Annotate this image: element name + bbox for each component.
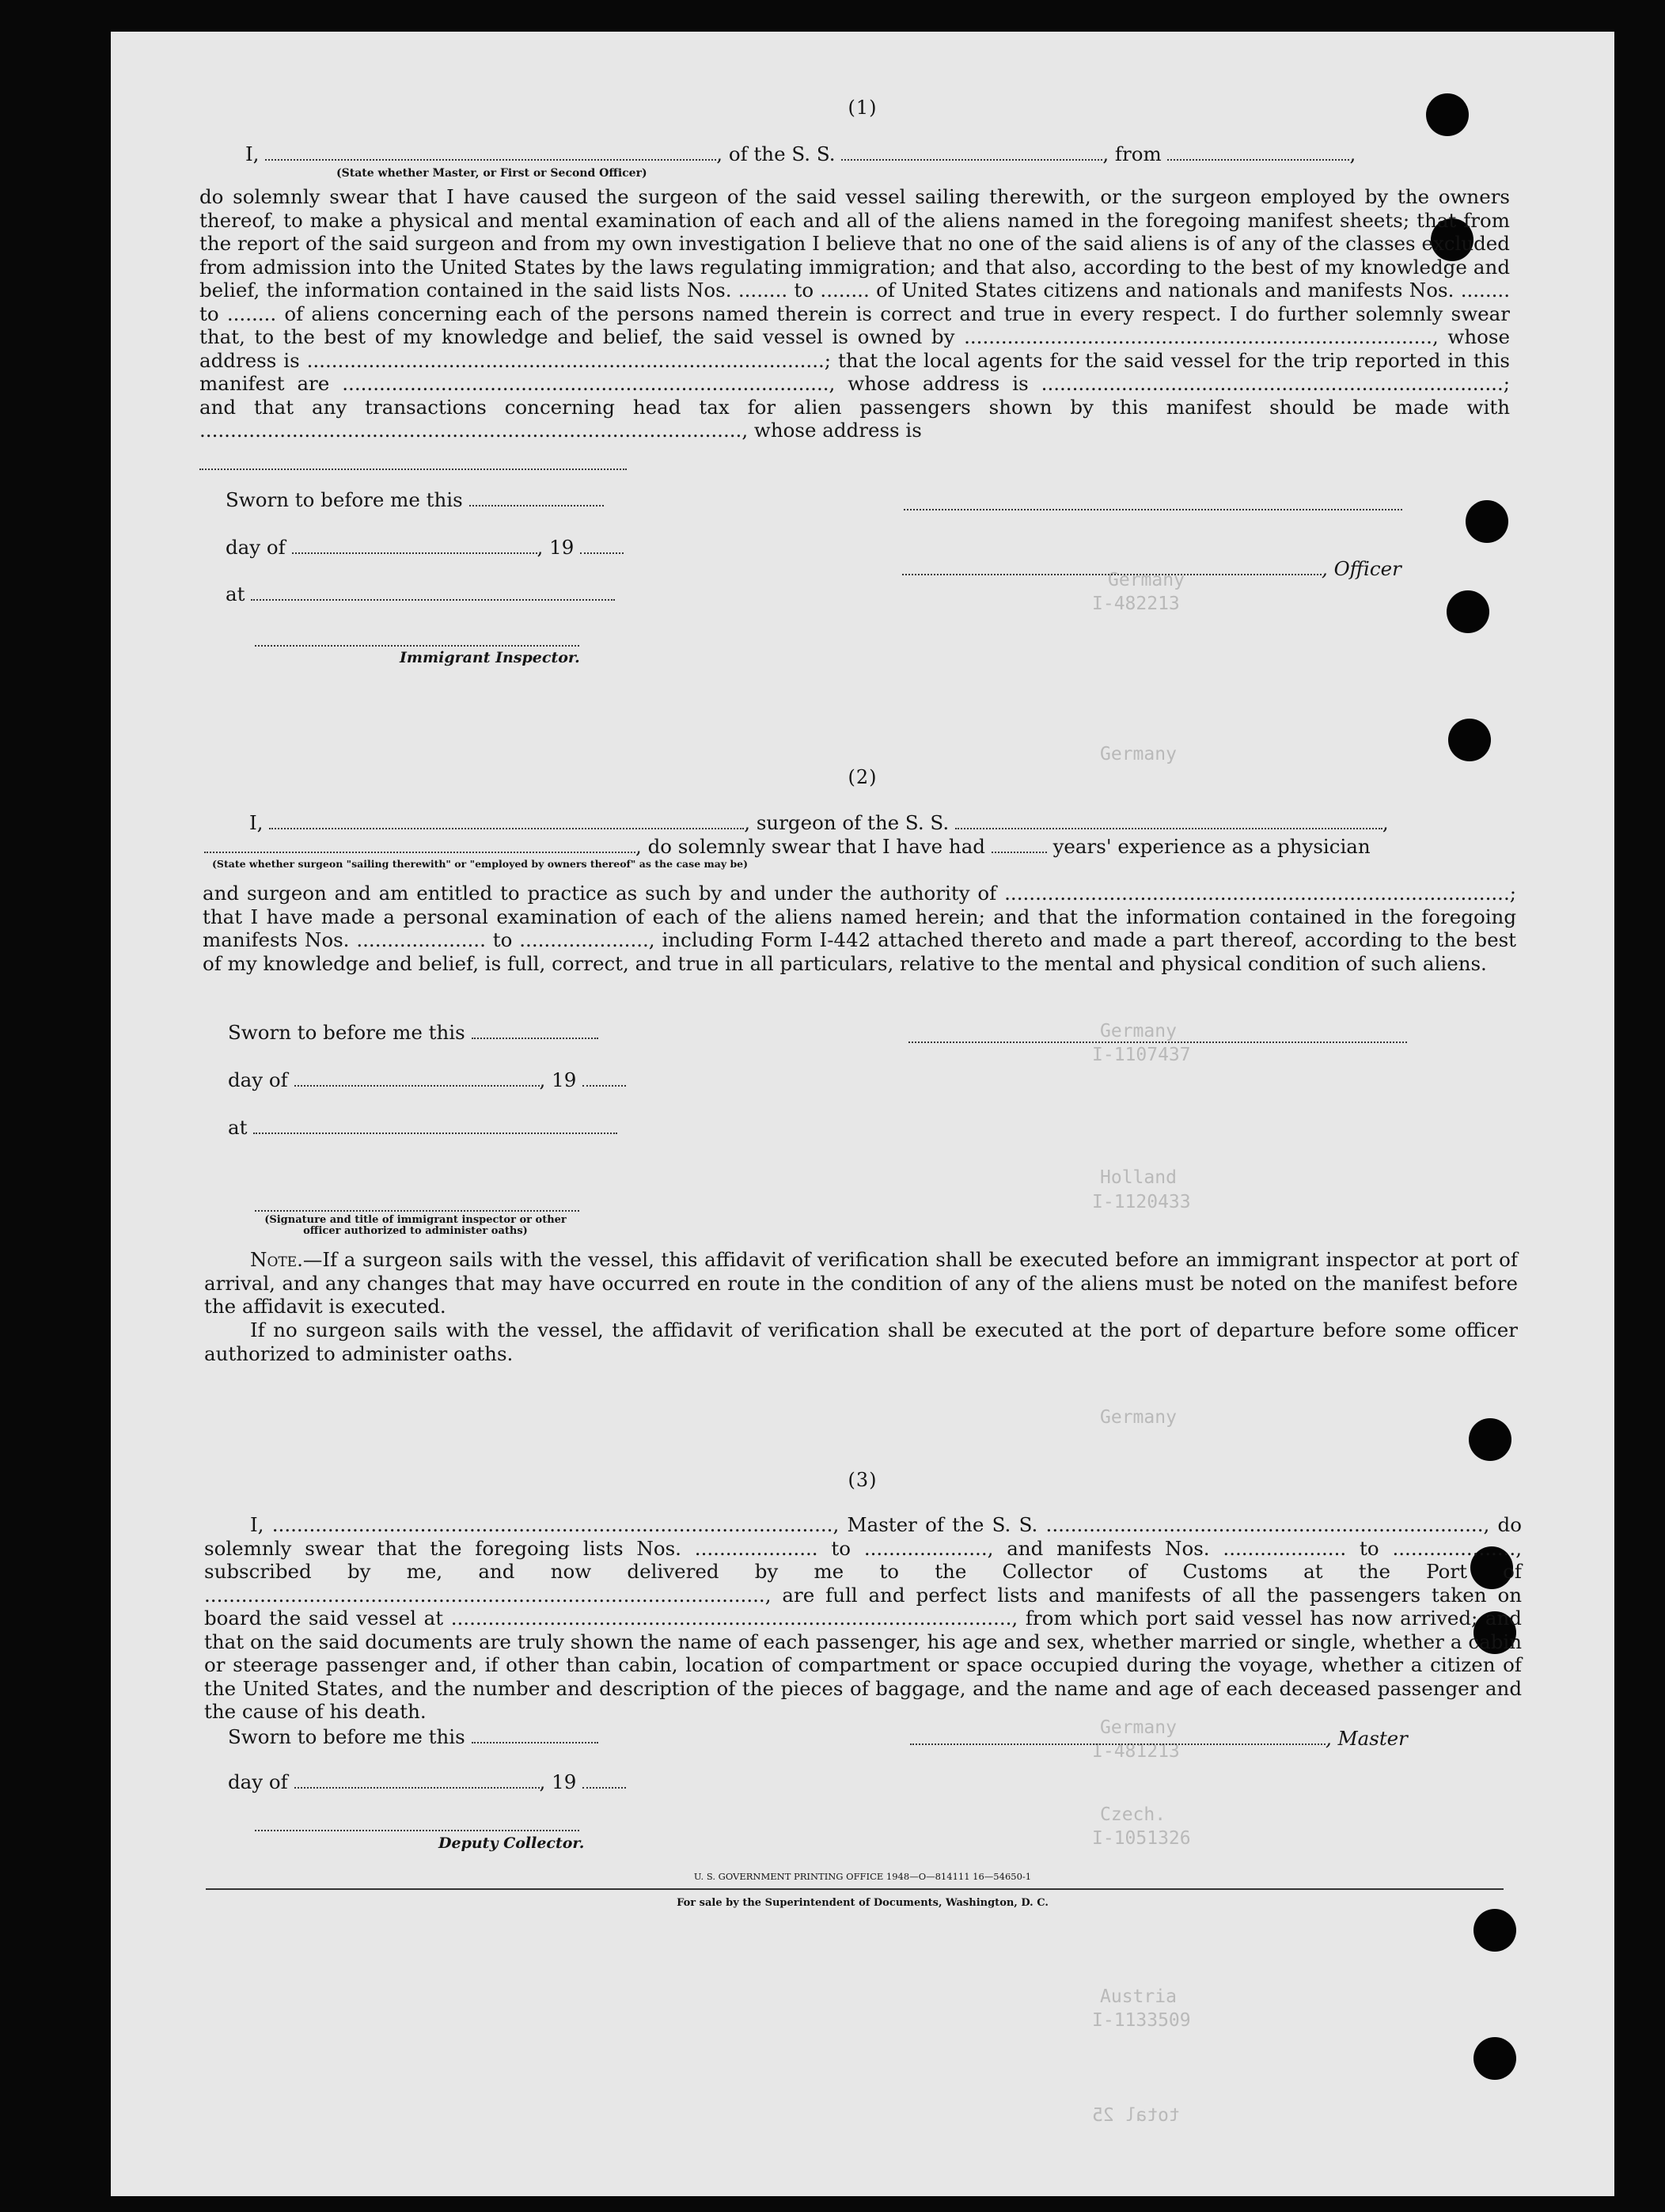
- bleed-through-text: Germany: [1100, 1021, 1177, 1041]
- bleed-through-text: total 25: [1092, 2105, 1180, 2126]
- section-3-number: (3): [848, 1469, 878, 1491]
- bleed-through-text: Holland: [1100, 1167, 1177, 1188]
- officer-rank-field[interactable]: [265, 145, 716, 161]
- from-port-field[interactable]: [1167, 145, 1349, 161]
- sworn-date-field-2[interactable]: [472, 1023, 598, 1039]
- section-1-body: do solemnly swear that I have caused the surgeon of the said vessel sailing therewith, or the surgeon employed by the owners thereof, to make a physical and mental examination of each and all of the aliens named in the foregoing manifest sheets; that from the report of the said surgeon and from my own investigation I believe that no one of the said aliens is of any of the classes excluded from admission into the United States by the laws regulating immigration; and that also, according to the best of my knowledge and belief, the information contained in the said lists Nos. ........ to ........ of United States citizens and nationals and manifests Nos. ........ to ........ of aliens concerning each of the persons named therein is correct and true in every respect. I do further solemnly swear that, to the best of my knowledge and belief, the said vessel is owned by ............................................................................, whose address is ....................................................................................; that the local agents for the said vessel for the trip reported in this manifest are ..............................................................................., whose address is ...........................................................................; and that any transactions concerning head tax for alien passengers shown by this manifest should be made with ........................................................................................, whose address is: [199, 185, 1510, 442]
- section-2-sig-caption: (Signature and title of immigrant inspector or other officer authorized to administer oaths): [264, 1214, 567, 1237]
- surgeon-signature-line[interactable]: [908, 1041, 1407, 1043]
- section-2-sworn: Sworn to before me this: [228, 1021, 598, 1044]
- bleed-through-text: Austria: [1100, 1986, 1177, 2007]
- section-2-caption: (State whether surgeon "sailing therewith" or "employed by owners thereof" as the case may be): [212, 858, 749, 870]
- bleed-through-text: Germany: [1100, 1407, 1177, 1428]
- footer-rule: [206, 1888, 1504, 1890]
- year-field-2[interactable]: [582, 1071, 626, 1087]
- section-2-number: (2): [848, 766, 878, 788]
- sworn-date-field-3[interactable]: [472, 1728, 598, 1743]
- section-1-caption: (State whether Master, or First or Second Officer): [336, 167, 647, 180]
- bleed-through-text: I-1120433: [1092, 1192, 1191, 1212]
- section-1-officer: , Officer: [902, 557, 1401, 580]
- bleed-through-text: I-1051326: [1092, 1828, 1191, 1849]
- section-1-sworn: Sworn to before me this: [226, 488, 604, 511]
- section-2-line-2: , do solemnly swear that I have had years' experience as a physician: [204, 835, 1371, 858]
- section-2-day: day of , 19: [228, 1068, 626, 1091]
- bleed-through-text: I-482213: [1092, 594, 1180, 614]
- section-1-at: at: [226, 582, 615, 605]
- place-field[interactable]: [251, 585, 615, 601]
- section-2-at: at: [228, 1116, 617, 1139]
- punch-hole: [1473, 2037, 1516, 2080]
- section-2-body: and surgeon and am entitled to practice as such by and under the authority of ..................................................................................; that I have made a personal examination of each of the aliens named herein; and that the information contained in the foregoing manifests Nos. ..................... to ....................., including Form I-442 attached thereto and made a part thereof, according to the best of my knowledge and belief, is full, correct, and true in all particulars, relative to the mental and physical condition of such aliens.: [203, 882, 1516, 975]
- punch-hole: [1473, 1909, 1516, 1952]
- collector-signature-line[interactable]: [255, 1830, 579, 1831]
- punch-hole: [1469, 1418, 1511, 1461]
- bleed-through-text: Germany: [1100, 744, 1177, 765]
- bleed-through-text: Germany: [1100, 1717, 1177, 1738]
- section-3-sworn: Sworn to before me this: [228, 1725, 598, 1748]
- day-month-field[interactable]: [292, 538, 537, 554]
- inspector-signature-line[interactable]: [255, 645, 579, 647]
- section-2-line-1: I, , surgeon of the S. S. ,: [249, 811, 1389, 834]
- collector-caption: Deputy Collector.: [438, 1834, 585, 1852]
- place-field-2[interactable]: [253, 1118, 617, 1134]
- manifest-back-page: [111, 32, 1614, 2196]
- section-1-day: day of , 19: [226, 536, 624, 559]
- administrator-signature-line[interactable]: [255, 1210, 579, 1212]
- bleed-through-text: Germany: [1108, 570, 1185, 590]
- bleed-through-text: I-1107437: [1092, 1045, 1191, 1065]
- officer-title-field[interactable]: [902, 560, 1322, 575]
- officer-signature-line[interactable]: [904, 509, 1402, 510]
- bleed-through-text: I-1133509: [1092, 2010, 1191, 2031]
- surgeon-type-field[interactable]: [204, 837, 635, 853]
- section-3-master: , Master: [910, 1727, 1408, 1750]
- surgeon-name-field[interactable]: [269, 814, 744, 829]
- section-3-body: I, ..........................................................................................., Master of the S. S. ......................................................................., do solemnly swear that the foregoing lists Nos. .................... to ...................., and manifests Nos. .................... to ...................., subscribed by me, and now delivered by me to the Collector of Customs at the Port of ..........................................................................................., are full and perfect lists and manifests of all the passengers taken on board the said vessel at ..........................................................................................., from which port said vessel has now arrived; and that on the said documents are truly shown the name of each passenger, his age and sex, whether married or single, whether a cabin or steerage passenger and, if other than cabin, location of compartment or space occupied during the voyage, whether a citizen of the United States, and the number and description of the pieces of baggage, and the name and age of each deceased passenger and the cause of his death.: [204, 1513, 1522, 1723]
- sworn-date-field[interactable]: [469, 491, 604, 507]
- sale-notice: For sale by the Superintendent of Documents, Washington, D. C.: [677, 1897, 1049, 1909]
- note-body: —If a surgeon sails with the vessel, this affidavit of verification shall be executed before an immigrant inspector at port of arrival, and any changes that may have occurred en route in the condition of any of the aliens must be noted on the manifest before the affidavit is executed.: [204, 1248, 1518, 1318]
- vessel-name-field-2[interactable]: [955, 814, 1382, 829]
- punch-hole: [1466, 500, 1508, 543]
- inspector-caption: Immigrant Inspector.: [400, 649, 580, 666]
- day-month-field-3[interactable]: [294, 1773, 540, 1789]
- bleed-through-text: I-481213: [1092, 1741, 1180, 1762]
- day-month-field-2[interactable]: [294, 1071, 540, 1087]
- section-1-number: (1): [848, 97, 878, 119]
- master-signature-field[interactable]: [910, 1729, 1326, 1745]
- vessel-name-field[interactable]: [841, 145, 1102, 161]
- section-2-note-2: If no surgeon sails with the vessel, the affidavit of verification shall be executed at the port of departure before some officer authorized to administer oaths.: [204, 1318, 1518, 1365]
- section-1-line-1: I, , of the S. S. , from ,: [245, 142, 1356, 165]
- year-field-3[interactable]: [582, 1773, 626, 1789]
- address-blank-line: [199, 469, 627, 470]
- years-field[interactable]: [992, 837, 1047, 853]
- printing-office-line: U. S. GOVERNMENT PRINTING OFFICE 1948—O—814111 16—54650-1: [693, 1871, 1032, 1882]
- punch-hole: [1447, 590, 1489, 633]
- punch-hole: [1448, 719, 1491, 761]
- note-lead: Note.: [250, 1248, 303, 1271]
- section-3-day: day of , 19: [228, 1770, 626, 1793]
- section-2-note: [204, 1248, 1518, 1318]
- year-field[interactable]: [580, 538, 624, 554]
- bleed-through-text: Czech.: [1100, 1804, 1166, 1825]
